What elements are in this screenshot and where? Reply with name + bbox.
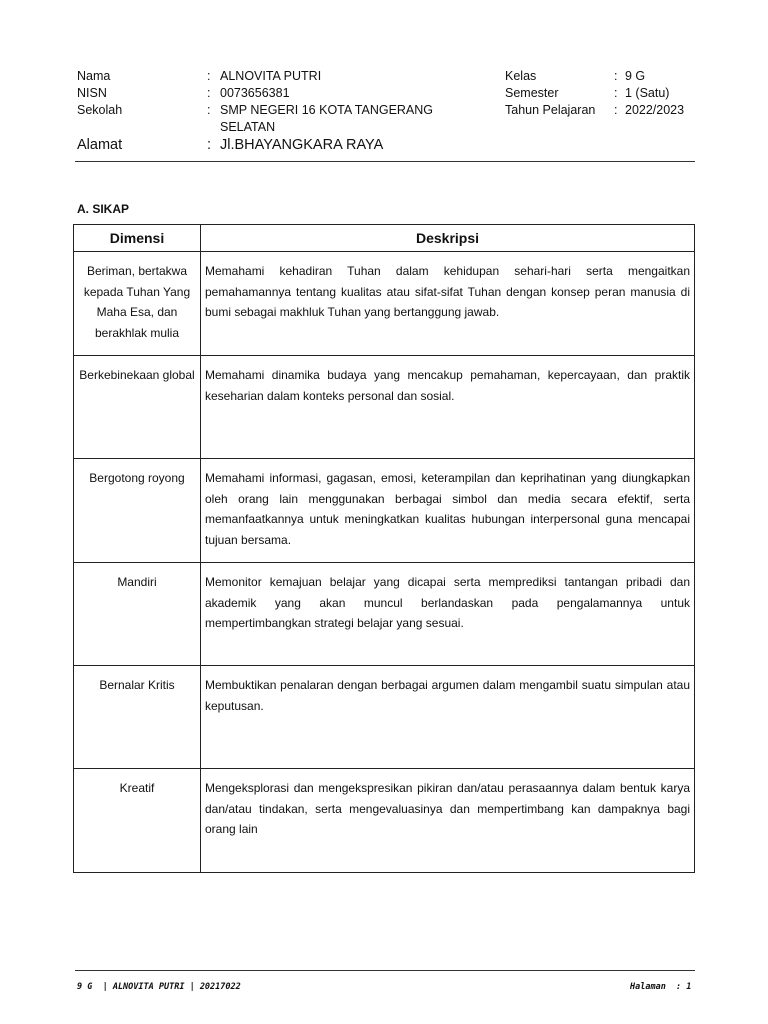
- footer-student-info: 9 G | ALNOVITA PUTRI | 20217022: [77, 982, 241, 992]
- table-row: [74, 459, 695, 563]
- alamat-label: Alamat: [77, 137, 123, 153]
- table-row: [74, 563, 695, 666]
- colon: :: [207, 103, 211, 117]
- kelas-value: 9 G: [625, 69, 646, 83]
- deskripsi-cell: Memahami dinamika budaya yang mencakup pemahaman, kepercayaan, dan praktik keseharian dalam konteks personal dan sosial.: [201, 356, 695, 459]
- semester-label: Semester: [505, 86, 559, 100]
- colon: :: [614, 86, 618, 100]
- colon: :: [614, 69, 618, 83]
- nama-value: ALNOVITA PUTRI: [220, 69, 322, 83]
- sekolah-value-line2: SELATAN: [220, 120, 276, 134]
- sikap-table: [73, 224, 695, 873]
- nisn-label: NISN: [77, 86, 107, 100]
- colon: :: [207, 69, 211, 83]
- header-divider: [75, 161, 695, 162]
- footer-divider: [75, 970, 695, 971]
- deskripsi-cell: Memahami informasi, gagasan, emosi, keterampilan dan keprihatinan yang diungkapkan oleh orang lain menggunakan berbagai simbol dan media secara efektif, serta memanfaatkannya untuk meningkatkan kualitas hubungan interpersonal guna mencapai tujuan bersama.: [201, 459, 695, 563]
- sekolah-label: Sekolah: [77, 103, 123, 117]
- dimensi-cell: Kreatif: [74, 769, 201, 873]
- footer-page-number: Halaman : 1: [630, 982, 692, 992]
- table-row: [74, 769, 695, 873]
- section-title: A. SIKAP: [77, 202, 130, 216]
- kelas-label: Kelas: [505, 69, 537, 83]
- semester-value: 1 (Satu): [625, 86, 670, 100]
- header-dimensi: Dimensi: [74, 225, 201, 252]
- tahun-pelajaran-value: 2022/2023: [625, 103, 685, 117]
- colon: :: [207, 86, 211, 100]
- colon: :: [207, 137, 212, 153]
- table-row: [74, 666, 695, 769]
- table-row: [74, 356, 695, 459]
- alamat-value: Jl.BHAYANGKARA RAYA: [220, 137, 384, 153]
- tahun-pelajaran-label: Tahun Pelajaran: [505, 103, 596, 117]
- dimensi-cell: Mandiri: [74, 563, 201, 666]
- dimensi-cell: Bernalar Kritis: [74, 666, 201, 769]
- deskripsi-cell: Memahami kehadiran Tuhan dalam kehidupan sehari-hari serta mengaitkan pemahamannya tentang kualitas atau sifat-sifat Tuhan dengan konsep peran manusia di bumi sebagai makhluk Tuhan yang bertanggung jawab.: [201, 252, 695, 356]
- colon: :: [614, 103, 618, 117]
- deskripsi-cell: Membuktikan penalaran dengan berbagai argumen dalam mengambil suatu simpulan atau keputusan.: [201, 666, 695, 769]
- deskripsi-cell: Mengeksplorasi dan mengekspresikan pikiran dan/atau perasaannya dalam bentuk karya dan/atau tindakan, serta mengevaluasinya dan mempertimbang kan dampaknya bagi orang lain: [201, 769, 695, 873]
- deskripsi-cell: Memonitor kemajuan belajar yang dicapai serta memprediksi tantangan pribadi dan akademik yang akan muncul berlandaskan pada pengalamannya untuk mempertimbangkan strategi belajar yang sesuai.: [201, 563, 695, 666]
- dimensi-cell: Berkebinekaan global: [74, 356, 201, 459]
- table-header-row: [74, 225, 695, 252]
- nisn-value: 0073656381: [220, 86, 290, 100]
- dimensi-cell: Beriman, bertakwa kepada Tuhan Yang Maha Esa, dan berakhlak mulia: [74, 252, 201, 356]
- nama-label: Nama: [77, 69, 111, 83]
- sekolah-value: SMP NEGERI 16 KOTA TANGERANG: [220, 103, 434, 117]
- table-row: [74, 252, 695, 356]
- dimensi-cell: Bergotong royong: [74, 459, 201, 563]
- header-deskripsi: Deskripsi: [201, 225, 695, 252]
